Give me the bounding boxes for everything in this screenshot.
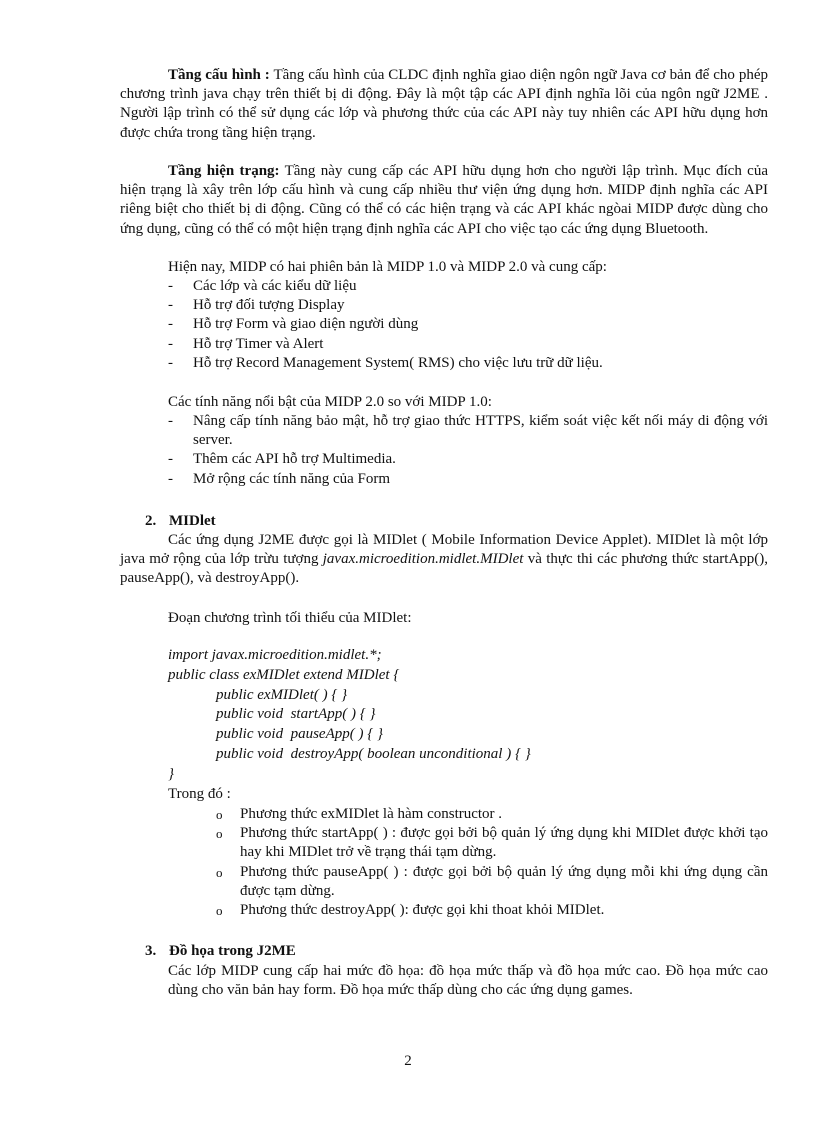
- dash-marker: -: [168, 278, 173, 294]
- profile-layer-paragraph: [120, 162, 768, 239]
- list-item-text: Hỗ trợ Form và giao diện người dùng: [193, 316, 419, 333]
- list-item: [168, 277, 768, 296]
- list-item-text: Thêm các API hỗ trợ Multimedia.: [193, 451, 396, 468]
- list-item: [168, 296, 768, 315]
- code-line: }: [168, 765, 174, 782]
- circle-bullet-icon: o: [216, 826, 223, 842]
- list-item: [168, 354, 768, 373]
- section-2-title: MIDlet: [169, 513, 216, 529]
- dash-marker: -: [168, 335, 173, 352]
- list-item-text: Phương thức exMIDlet là hàm constructor .: [240, 806, 503, 822]
- list-item-text: Mở rộng các tính năng của Form: [193, 470, 391, 487]
- list-item-text: Các lớp và các kiểu dữ liệu: [193, 278, 357, 294]
- dash-marker: -: [168, 413, 173, 429]
- list-item-text: Hỗ trợ Record Management System( RMS) cho việc lưu trữ dữ liệu.: [193, 354, 603, 371]
- midlet-paragraph: [120, 531, 768, 589]
- list-item-text: Hỗ trợ Timer và Alert: [193, 335, 324, 352]
- list-item-text: Phương thức destroyApp( ): được gọi khi thoat khỏi MIDlet.: [240, 902, 605, 919]
- code-line: public class exMIDlet extend MIDlet {: [168, 666, 400, 683]
- config-layer-label: Tầng cấu hình :: [168, 67, 270, 83]
- midlet-text-before: Các ứng dụng J2ME được gọi là MIDlet ( Mobile Information Device Applet). MIDlet là một lớp java mở rộng của lớp trừu tượng: [120, 532, 768, 568]
- code-line: import javax.microedition.midlet.*;: [168, 647, 382, 663]
- list-item: [168, 335, 768, 354]
- profile-layer-text: Tầng này cung cấp các API hữu dụng hơn cho người lập trình. Mục đích của hiện trạng là xây trên lớp cấu hình và cung cấp nhiều thư viện ứng dụng hơn. MIDP định nghĩa các API riêng biệt cho thiết bị di động. Cũng có thể có các hiện trạng và các API khác ngòai MIDP được dùng cho ứng dụng, cũng có thể có một hiện trạng định nghĩa các API cho việc tạo các ứng dụng Bluetooth.: [120, 163, 768, 237]
- section-3-number: 3.: [145, 943, 157, 959]
- list-item: [168, 450, 768, 469]
- list-item: [168, 412, 768, 450]
- list-item-text: Hỗ trợ đối tượng Display: [193, 297, 345, 314]
- circle-bullet-icon: o: [216, 864, 223, 880]
- midp-intro: Hiện nay, MIDP có hai phiên bản là MIDP 1.0 và MIDP 2.0 và cung cấp:: [168, 259, 607, 275]
- page-number: 2: [404, 1053, 412, 1069]
- method-description-list: [216, 805, 768, 920]
- code-line: public void startApp( ) { }: [216, 706, 376, 723]
- midp2-intro: Các tính năng nổi bật của MIDP 2.0 so với MIDP 1.0:: [168, 394, 492, 410]
- dash-marker: -: [168, 354, 173, 371]
- list-item: [216, 863, 768, 901]
- list-item: [216, 901, 768, 920]
- list-item: [216, 805, 768, 824]
- list-item-text: Phương thức pauseApp( ) : được gọi bởi bộ quản lý ứng dụng mỗi khi ứng dụng cần được tạm dừng.: [240, 863, 768, 899]
- profile-layer-label: Tầng hiện trạng:: [168, 163, 280, 179]
- graphics-paragraph: Các lớp MIDP cung cấp hai mức đồ họa: đồ họa mức thấp và đồ họa mức cao. Đồ họa mức cao dùng cho văn bản hay form. Đồ họa mức thấp dùng cho các ứng dụng games.: [168, 963, 768, 999]
- config-layer-text: Tầng cấu hình của CLDC định nghĩa giao diện ngôn ngữ Java cơ bản để cho phép chương trình java chạy trên thiết bị di động. Đây là một tập các API định nghĩa lõi của ngôn ngữ J2ME . Người lập trình có thể sử dụng các lớp và phương thức của các API này tuy nhiên các API hữu dụng hơn được chứa trong tầng hiện trạng.: [120, 67, 768, 141]
- code-line: public exMIDlet( ) { }: [216, 686, 348, 703]
- list-item: [168, 315, 768, 334]
- section-2-heading: [145, 512, 216, 531]
- midlet-text-after: và thực thi các phương thức startApp(), pauseApp(), và destroyApp().: [120, 551, 768, 587]
- section-3-title: Đồ họa trong J2ME: [169, 943, 296, 959]
- code-intro: Đoạn chương trình tối thiểu của MIDlet:: [168, 610, 412, 626]
- midlet-class-name: javax.microedition.midlet.MIDlet: [322, 551, 524, 568]
- circle-bullet-icon: o: [216, 807, 223, 822]
- code-block: [168, 646, 768, 785]
- list-item-text: Phương thức startApp( ) : được gọi bởi bộ quản lý ứng dụng khi MIDlet được khởi tạo hay khi MIDlet trở về trạng thái tạm dừng.: [240, 825, 768, 861]
- code-line: public void pauseApp( ) { }: [216, 726, 383, 743]
- midp-feature-list: [168, 277, 768, 373]
- list-item-text: Nâng cấp tính năng bảo mật, hỗ trợ giao thức HTTPS, kiểm soát việc kết nối máy di động với server.: [193, 413, 768, 449]
- dash-marker: -: [168, 297, 173, 314]
- code-line: public void destroyApp( boolean unconditional ) { }: [216, 745, 531, 762]
- where-label: Trong đó :: [168, 786, 231, 802]
- dash-marker: -: [168, 451, 173, 468]
- dash-marker: -: [168, 470, 173, 487]
- circle-bullet-icon: o: [216, 903, 223, 919]
- config-layer-paragraph: [120, 66, 768, 143]
- section-2-number: 2.: [145, 513, 157, 529]
- list-item: [216, 824, 768, 862]
- midp2-feature-list: [168, 412, 768, 489]
- section-3-heading: [145, 942, 296, 961]
- dash-marker: -: [168, 316, 173, 333]
- list-item: [168, 470, 768, 489]
